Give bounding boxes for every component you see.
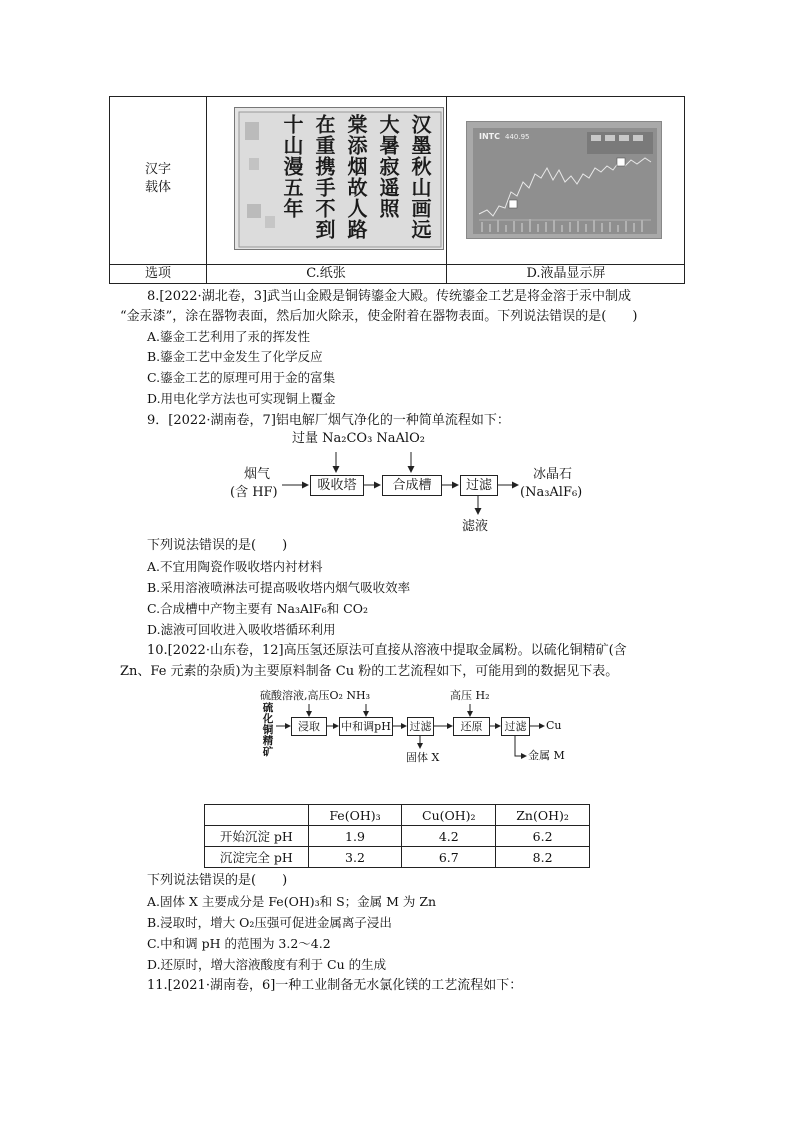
raw-material-char: 铜 (262, 724, 274, 736)
q9-option-d: D.滤液可回收进入吸收塔循环利用 (147, 622, 336, 637)
q9-flow-input-line1: 烟气 (244, 467, 271, 482)
table-divider (446, 97, 447, 283)
lcd-screen-image (466, 121, 662, 239)
row-label (110, 161, 206, 197)
q10-line2: Zn、Fe 元素的杂质)为主要原料制备 Cu 粉的工艺流程如下，可能用到的数据见下表。 (120, 664, 619, 679)
q10-flow-solid-x: 固体 X (406, 751, 440, 764)
table-row (205, 826, 590, 847)
q10-box3-label: 过滤 (409, 720, 432, 733)
option-d: D.液晶显示屏 (526, 266, 606, 281)
header-cell: Zn(OH)₂ (496, 805, 590, 826)
calligraphy-column: 大暑寂遥照 (376, 114, 400, 219)
q8-option-c: C.鎏金工艺的原理可用于金的富集 (147, 370, 336, 385)
q9-flow-output-line1: 冰晶石 (533, 467, 573, 482)
q9-absorption-tower-box (310, 475, 364, 496)
table-divider (206, 97, 207, 283)
q10-leaching-box (291, 717, 327, 736)
calligraphy-column: 十山漫五年 (280, 114, 304, 219)
q8-line2: “金汞漆”，涂在器物表面，然后加火除汞，使金附着在器物表面。下列说法错误的是( ) (120, 309, 638, 324)
q9-option-b: B.采用溶液喷淋法可提高吸收塔内烟气吸收效率 (147, 580, 411, 595)
q10-option-d: D.还原时，增大溶液酸度有利于 Cu 的生成 (147, 957, 387, 972)
raw-material-char: 矿 (262, 746, 274, 758)
table-cell: 8.2 (496, 847, 590, 868)
q10-box1-label: 浸取 (298, 720, 320, 733)
q10-neutralize-box (339, 717, 393, 736)
q11-line1: 11.[2021·湖南卷，6]一种工业制备无水氯化镁的工艺流程如下： (147, 978, 523, 993)
option-c: C.纸张 (306, 266, 346, 281)
q8-line1: 8.[2022·湖北卷，3]武当山金殿是铜铸鎏金大殿。传统鎏金工艺是将金溶于汞中制成 (147, 289, 632, 304)
row-label-line2: 载体 (144, 180, 171, 195)
q10-option-b: B.浸取时，增大 O₂压强可促进金属离子浸出 (147, 915, 392, 930)
raw-material-char: 硫 (262, 702, 274, 714)
table-row (205, 847, 590, 868)
screen-price: 440.95 (505, 133, 530, 141)
raw-material-char: 化 (262, 713, 274, 725)
carrier-table (109, 96, 685, 284)
q10-option-a: A.固体 X 主要成分是 Fe(OH)₃和 S；金属 M 为 Zn (147, 894, 437, 909)
q9-flow-filtrate: 滤液 (462, 519, 489, 534)
q10-flow-top-inputs: 硫酸溶液,高压O₂ NH₃ (260, 689, 371, 702)
q9-flow-output-line2: (Na₃AlF₆) (520, 485, 583, 500)
header-cell: Cu(OH)₂ (402, 805, 496, 826)
table-cell: 6.2 (496, 826, 590, 847)
q9-box1-label: 吸收塔 (317, 478, 357, 493)
table-cell: 开始沉淀 pH (205, 826, 309, 847)
row-label-line1: 汉字 (144, 162, 171, 177)
screen-ticker: INTC (479, 132, 500, 141)
q10-option-c: C.中和调 pH 的范围为 3.2～4.2 (147, 936, 331, 951)
q10-reduction-box (453, 717, 490, 736)
header-cell (205, 805, 309, 826)
precipitation-ph-table (204, 804, 590, 868)
calligraphy-column: 棠添烟故人路 (344, 114, 368, 240)
table-cell: 6.7 (402, 847, 496, 868)
q10-flow-diagram (256, 690, 586, 776)
q8-option-d: D.用电化学方法也可实现铜上覆金 (147, 391, 336, 406)
q10-box4-label: 还原 (460, 720, 483, 733)
q8-option-b: B.鎏金工艺中金发生了化学反应 (147, 349, 323, 364)
calligraphy-column: 汉墨秋山画远 (408, 114, 432, 240)
q9-box3-label: 过滤 (465, 478, 492, 493)
header-cell: Fe(OH)₃ (308, 805, 402, 826)
table-header-row (205, 805, 590, 826)
q10-line1: 10.[2022·山东卷，12]高压氢还原法可直接从溶液中提取金属粉。以硫化铜精矿(含 (147, 643, 627, 658)
q9-flow-top-inputs: 过量 Na₂CO₃ NaAlO₂ (292, 431, 425, 446)
table-cell: 沉淀完全 pH (205, 847, 309, 868)
q9-line1: 9．[2022·湖南卷，7]铝电解厂烟气净化的一种简单流程如下： (147, 413, 510, 428)
q9-flow-diagram (220, 430, 600, 540)
q10-filter1-box (407, 717, 434, 736)
table-cell: 3.2 (308, 847, 402, 868)
q8-option-a: A.鎏金工艺利用了汞的挥发性 (147, 329, 311, 344)
calligraphy-image (234, 107, 444, 250)
q9-prompt: 下列说法错误的是( ) (147, 538, 288, 553)
q9-option-a: A.不宜用陶瓷作吸收塔内衬材料 (147, 559, 323, 574)
table-cell: 1.9 (308, 826, 402, 847)
q9-filter-box (460, 475, 498, 496)
q10-box5-label: 过滤 (504, 720, 527, 733)
q9-option-c: C.合成槽中产物主要有 Na₃AlF₆和 CO₂ (147, 601, 368, 616)
q9-synthesis-tank-box (382, 475, 442, 496)
q10-flow-product: Cu (546, 719, 562, 732)
q10-box2-label: 中和调pH (341, 720, 391, 733)
raw-material-char: 精 (262, 735, 274, 747)
calligraphy-column: 在重携手不到 (312, 114, 336, 240)
options-label: 选项 (144, 266, 171, 281)
table-cell: 4.2 (402, 826, 496, 847)
q10-filter2-box (501, 717, 530, 736)
q10-flow-metal-m: 金属 M (528, 749, 565, 762)
q9-box2-label: 合成槽 (392, 478, 432, 493)
q10-prompt: 下列说法错误的是( ) (147, 873, 288, 888)
q10-flow-raw-material (262, 703, 274, 758)
q9-flow-input-line2: (含 HF) (230, 485, 278, 500)
q10-flow-h2: 高压 H₂ (450, 689, 490, 702)
